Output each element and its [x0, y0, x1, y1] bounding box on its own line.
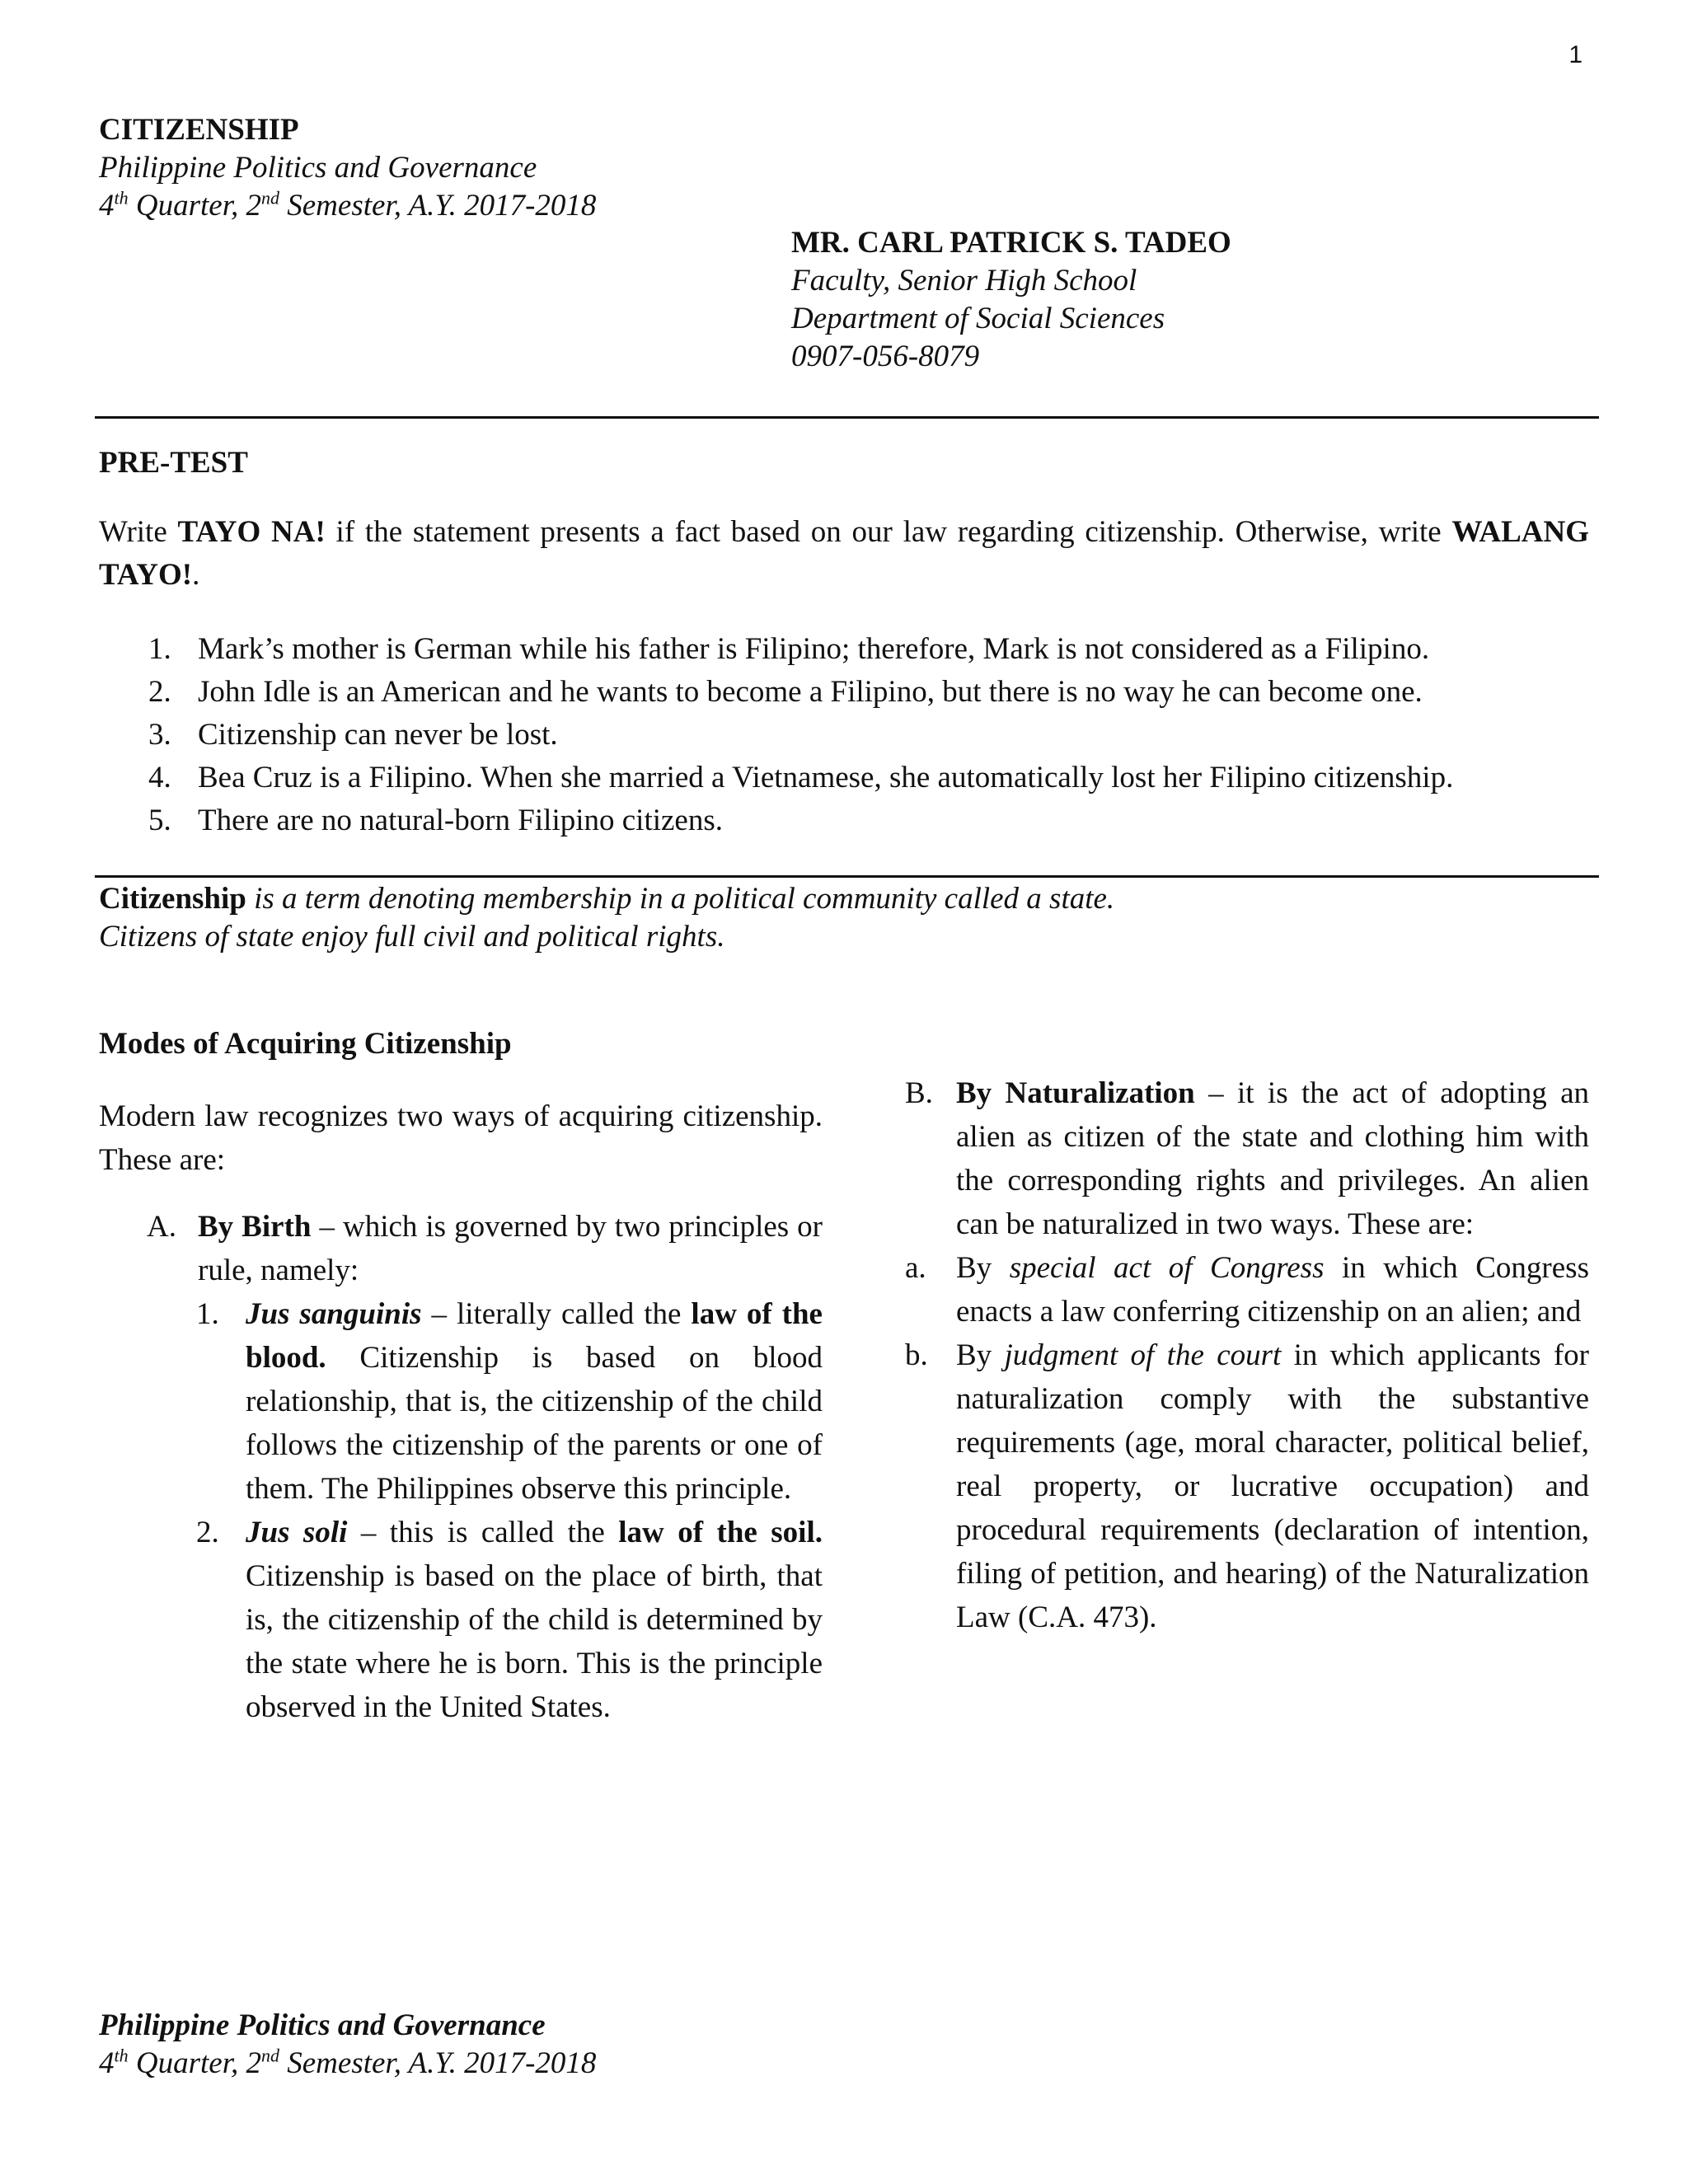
subject-line: Philippine Politics and Governance	[99, 151, 537, 185]
left-column	[99, 1094, 823, 1729]
naturalization-term: By Naturalization	[956, 1076, 1195, 1110]
jus-soli-body	[246, 1511, 823, 1729]
modes-intro: Modern law recognizes two ways of acquiring citizenship. These are:	[99, 1099, 823, 1177]
list-item	[148, 671, 1599, 714]
term-quarter-num: 4	[99, 189, 115, 223]
faculty-department: Department of Social Sciences	[791, 302, 1165, 335]
item-number: 4.	[148, 761, 171, 794]
label-a: A.	[147, 1210, 176, 1244]
faculty-info	[791, 224, 1231, 376]
item-text: Bea Cruz is a Filipino. When she married a Vietnamese, she automatically lost her Filipino citizenship.	[198, 761, 1454, 794]
jus-sanguinis-term: Jus sanguinis	[246, 1297, 422, 1331]
naturalization-body	[956, 1071, 1589, 1246]
faculty-phone: 0907-056-8079	[791, 340, 980, 373]
jus-soli-term: Jus soli	[246, 1516, 348, 1549]
law-of-blood: law of the blood.	[246, 1297, 823, 1375]
footer-subject: Philippine Politics and Governance	[99, 2008, 546, 2042]
term-sup-nd: nd	[261, 187, 279, 209]
label-1: 1.	[196, 1297, 219, 1331]
special-act-text: in which Congress enacts a law conferring citizenship on an alien; and	[956, 1251, 1589, 1329]
list-item	[148, 757, 1599, 799]
term-sup-th: th	[114, 187, 129, 209]
divider-top	[95, 416, 1599, 419]
jus-soli-mid: – this is called the	[347, 1516, 619, 1549]
faculty-name: MR. CARL PATRICK S. TADEO	[791, 226, 1231, 260]
footer-term	[99, 2045, 596, 2083]
term-line	[99, 187, 596, 225]
label-2: 2.	[196, 1516, 219, 1549]
instr-body: if the statement presents a fact based on our law regarding citizenship. Otherwise, write	[325, 515, 1452, 549]
term-mid: Quarter, 2	[128, 189, 261, 223]
law-of-soil: law of the soil.	[618, 1516, 823, 1549]
list-item	[148, 628, 1599, 671]
footer-quarter-num: 4	[99, 2046, 115, 2080]
document-title: CITIZENSHIP	[99, 113, 299, 147]
definition-line1: is a term denoting membership in a political community called a state.	[246, 882, 1115, 916]
mode-by-birth	[99, 1205, 823, 1292]
definition-term: Citizenship	[99, 882, 246, 916]
naturalization-text: – it is the act of adopting an alien as citizen of the state and clothing him with the corresponding rights and privileges. An alien can be naturalized in two ways. These are:	[956, 1076, 1589, 1241]
by-birth-term: By Birth	[198, 1210, 312, 1244]
item-text: Mark’s mother is German while his father is Filipino; therefore, Mark is not considered as a Filipino.	[198, 632, 1430, 666]
pretest-items	[148, 628, 1599, 842]
modes-heading: Modes of Acquiring Citizenship	[99, 1027, 512, 1061]
item-text: John Idle is an American and he wants to become a Filipino, but there is no way he can become one.	[198, 675, 1423, 709]
instr-tayo-na: TAYO NA!	[177, 515, 326, 549]
item-text: Citizenship can never be lost.	[198, 718, 558, 752]
judgment-court-item	[905, 1333, 1589, 1639]
special-act-body	[956, 1246, 1589, 1333]
by-birth-text: – which is governed by two principles or rule, namely:	[198, 1210, 823, 1287]
item-number: 1.	[148, 632, 171, 666]
document-header	[99, 111, 596, 225]
item-number: 5.	[148, 804, 171, 837]
by-birth-body	[198, 1205, 823, 1292]
pretest-heading: PRE-TEST	[99, 446, 248, 480]
term-post: Semester, A.Y. 2017-2018	[279, 189, 597, 223]
footer-sup-nd: nd	[261, 2045, 279, 2066]
footer-term-mid: Quarter, 2	[128, 2046, 261, 2080]
special-act-term: special act of Congress	[1009, 1251, 1325, 1285]
label-b: B.	[905, 1076, 933, 1110]
page-number: 1	[1568, 41, 1582, 68]
mode-by-naturalization	[905, 1071, 1589, 1246]
right-column	[905, 1071, 1589, 1639]
footer-sup-th: th	[114, 2045, 129, 2066]
pretest-instructions	[99, 511, 1589, 597]
label-small-b: b.	[905, 1338, 928, 1372]
judgment-court-text: in which applicants for naturalization comply with the substantive requirements (age, moral character, political belief, real property, or lucrative occupation) and procedural requirements (declaration of intention, filing of petition, and hearing) of the Naturalization Law (C.A. 473).	[956, 1338, 1589, 1634]
jus-soli-text: Citizenship is based on the place of birth, that is, the citizenship of the child is determined by the state where he is born. This is the principle observed in the United States.	[246, 1559, 823, 1724]
instr-period: .	[192, 558, 200, 592]
jus-sanguinis-text: Citizenship is based on blood relationship, that is, the citizenship of the child follows the citizenship of the parents or one of them. The Philippines observe this principle.	[246, 1341, 823, 1506]
definition-line2: Citizens of state enjoy full civil and political rights.	[99, 920, 725, 954]
document-footer	[99, 2007, 596, 2083]
special-act-item	[905, 1246, 1589, 1333]
item-number: 3.	[148, 718, 171, 752]
judgment-court-term: judgment of the court	[1004, 1338, 1282, 1372]
item-text: There are no natural-born Filipino citizens.	[198, 804, 724, 837]
list-item	[148, 714, 1599, 757]
faculty-position: Faculty, Senior High School	[791, 264, 1137, 298]
judgment-court-body	[956, 1333, 1589, 1639]
jus-sanguinis-item	[99, 1292, 823, 1511]
judgment-court-by: By	[956, 1338, 1005, 1372]
label-small-a: a.	[905, 1251, 926, 1285]
special-act-by: By	[956, 1251, 1010, 1285]
instr-walang-tayo: WALANG TAYO!	[99, 515, 1590, 592]
jus-sanguinis-mid: – literally called the	[421, 1297, 692, 1331]
jus-sanguinis-body	[246, 1292, 823, 1511]
citizenship-definition	[99, 880, 1114, 956]
footer-term-post: Semester, A.Y. 2017-2018	[279, 2046, 597, 2080]
list-item	[148, 799, 1599, 842]
jus-soli-item	[99, 1511, 823, 1729]
item-number: 2.	[148, 675, 171, 709]
divider-middle	[95, 875, 1599, 878]
instr-write: Write	[99, 515, 178, 549]
